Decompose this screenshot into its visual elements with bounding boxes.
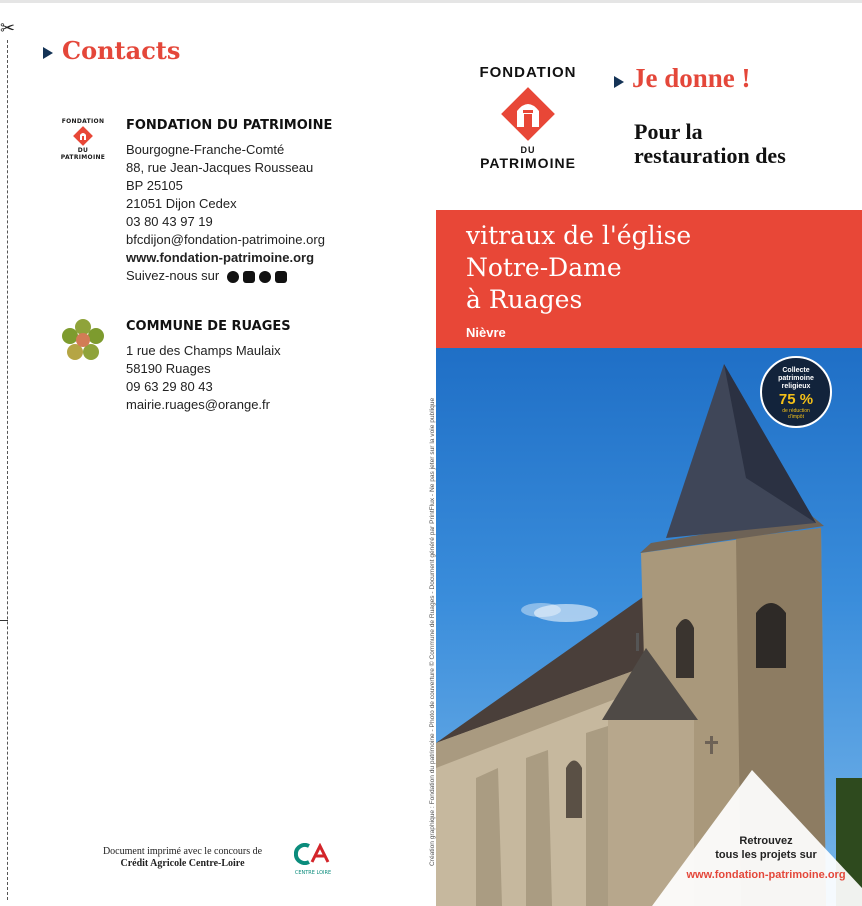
follow-label: Suivez-nous sur — [126, 268, 220, 283]
fondation-street: 88, rue Jean-Jacques Rousseau — [126, 160, 314, 175]
small-logo-bot-text: PATRIMOINE — [60, 154, 106, 161]
credit-line-1: Document imprimé avec le concours de — [102, 846, 263, 857]
main-logo-bottom-text: PATRIMOINE — [480, 155, 576, 171]
twitter-icon[interactable] — [259, 271, 271, 283]
fondation-name: FONDATION DU PATRIMOINE — [126, 118, 333, 133]
badge-line-1 — [762, 367, 830, 391]
small-logo-mid-text: DU — [77, 147, 89, 154]
badge-impot: d'impôt — [788, 414, 804, 420]
donate-arrow-icon — [614, 76, 624, 88]
scissors-icon: ✂ — [0, 18, 16, 39]
facebook-icon[interactable] — [227, 271, 239, 283]
project-title-line-1: vitraux de l'église — [466, 221, 692, 250]
badge-reduction: de réduction — [782, 408, 810, 414]
donate-title: Je donne ! — [632, 63, 751, 93]
commune-email[interactable]: mairie.ruages@orange.fr — [126, 397, 270, 412]
commune-phone: 09 63 29 80 43 — [126, 379, 213, 394]
fondation-diamond-icon — [73, 126, 93, 146]
fondation-main-diamond-icon — [496, 83, 560, 145]
vertical-credit: Création graphique : Fondation du patrimoine - Photo de couverture © Commune de Ruages - Document généré par PrintFlux - Ne pas jeter sur la voie publique — [429, 397, 436, 866]
social-icons — [227, 271, 287, 283]
ca-caption: CENTRE LOIRE — [294, 870, 332, 876]
follow-row — [126, 267, 325, 285]
linkedin-icon[interactable] — [275, 271, 287, 283]
find-url-link[interactable]: www.fondation-patrimoine.org — [686, 869, 846, 881]
main-logo-du: DU — [520, 145, 536, 155]
restoration-subtitle — [634, 120, 786, 168]
church-illustration — [436, 348, 862, 906]
subtitle-line-1: Pour la — [634, 119, 703, 144]
badge-religieux: religieux — [781, 383, 811, 390]
commune-flower-logo — [60, 318, 106, 362]
commune-address — [126, 342, 281, 414]
fondation-bp: BP 25105 — [126, 178, 183, 193]
main-logo-bottom — [470, 145, 586, 171]
church-photo — [436, 348, 862, 906]
find-line-1: Retrouvez — [739, 835, 793, 847]
project-title-line-2: Notre-Dame — [466, 253, 622, 282]
commune-city: 58190 Ruages — [126, 361, 211, 376]
fondation-email[interactable]: bfcdijon@fondation-patrimoine.org — [126, 232, 325, 247]
print-credit — [90, 846, 275, 870]
small-logo-top-text: FONDATION — [61, 118, 105, 125]
commune-name: COMMUNE DE RUAGES — [126, 319, 291, 334]
section-arrow-icon — [43, 47, 53, 59]
badge-collecte: Collecte — [782, 367, 810, 374]
fondation-phone: 03 80 43 97 19 — [126, 214, 213, 229]
credit-line-2: Crédit Agricole Centre-Loire — [120, 858, 245, 869]
project-region: Nièvre — [466, 325, 506, 340]
top-border — [0, 0, 862, 3]
fondation-city: 21051 Dijon Cedex — [126, 196, 237, 211]
contacts-title: Contacts — [62, 36, 181, 65]
project-title-line-3: à Ruages — [466, 285, 583, 314]
find-line-2: tous les projets sur — [715, 849, 817, 861]
fondation-website[interactable]: www.fondation-patrimoine.org — [126, 250, 315, 265]
fondation-address — [126, 141, 325, 285]
fondation-small-logo — [60, 118, 106, 161]
badge-percent: 75 % — [778, 391, 814, 408]
project-banner — [436, 210, 862, 348]
cut-line — [7, 40, 8, 900]
project-title — [466, 220, 691, 316]
main-logo-top-text: FONDATION — [479, 64, 577, 81]
subtitle-line-2: restauration des — [634, 143, 786, 168]
fondation-main-logo — [470, 64, 586, 171]
badge-patrimoine: patrimoine — [778, 375, 814, 382]
fondation-region: Bourgogne-Franche-Comté — [126, 142, 285, 157]
tax-reduction-badge — [760, 356, 832, 428]
credit-agricole-icon — [294, 843, 332, 865]
find-projects-box — [676, 834, 856, 882]
fold-mark — [0, 620, 8, 621]
commune-street: 1 rue des Champs Maulaix — [126, 343, 281, 358]
instagram-icon[interactable] — [243, 271, 255, 283]
credit-agricole-logo — [293, 843, 333, 876]
